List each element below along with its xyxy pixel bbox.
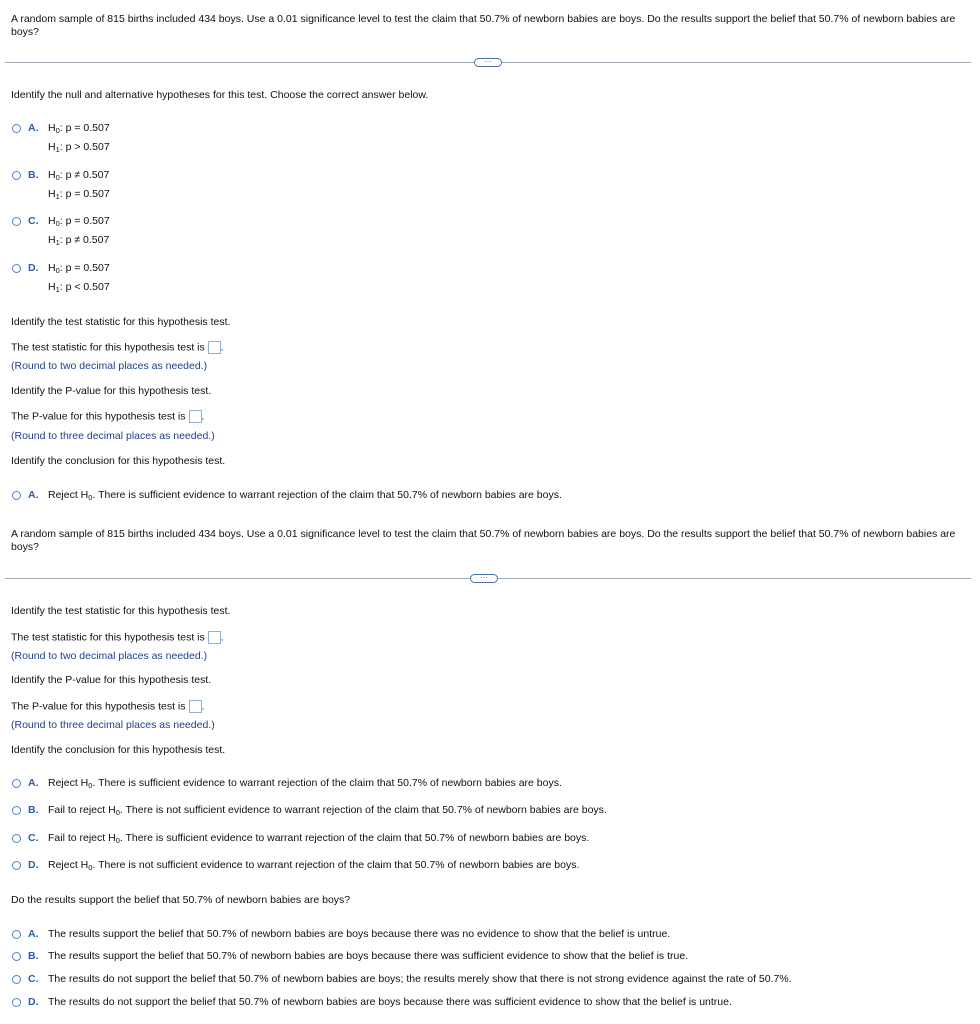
option-letter: B.	[28, 950, 39, 962]
support-prompt: Do the results support the belief that 50.7% of newborn babies are boys?	[11, 894, 351, 906]
null-hypothesis: $H_0$: p = 0.507	[48, 122, 110, 135]
option-text: Fail to reject $H_0$. There is not sufficient evidence to warrant rejection of the claim that 50.7% of newborn babies are boys.	[48, 804, 607, 817]
p-value-prompt: Identify the P-value for this hypothesis test.	[11, 674, 212, 686]
test-statistic-prompt: Identify the test statistic for this hypothesis test.	[11, 316, 231, 328]
p-value-line: The P-value for this hypothesis test is .	[11, 700, 205, 713]
alt-hypothesis: $H_1$: p < 0.507	[48, 281, 110, 294]
radio-button[interactable]	[12, 264, 21, 273]
radio-button[interactable]	[12, 861, 21, 870]
null-hypothesis: $H_0$: p = 0.507	[48, 215, 110, 228]
test-statistic-answer-box[interactable]	[208, 341, 221, 354]
test-statistic-answer-box[interactable]	[208, 631, 221, 644]
expand-more-button[interactable]: ⋯	[470, 574, 498, 583]
p-value-line: The P-value for this hypothesis test is .	[11, 410, 205, 423]
radio-button[interactable]	[12, 834, 21, 843]
radio-button[interactable]	[12, 217, 21, 226]
conclusion-prompt: Identify the conclusion for this hypothesis test.	[11, 455, 226, 467]
radio-button[interactable]	[12, 930, 21, 939]
radio-button[interactable]	[12, 806, 21, 815]
conclusion-prompt: Identify the conclusion for this hypothesis test.	[11, 744, 226, 756]
option-letter: D.	[28, 996, 39, 1008]
test-statistic-line: The test statistic for this hypothesis test is .	[11, 341, 224, 354]
radio-button[interactable]	[12, 952, 21, 961]
option-text: The results do not support the belief that 50.7% of newborn babies are boys because there was sufficient evidence to show that the belief is untrue.	[48, 996, 732, 1008]
option-letter: A.	[28, 777, 39, 789]
option-letter: A.	[28, 489, 39, 501]
option-letter: C.	[28, 832, 39, 844]
alt-hypothesis: $H_1$: p = 0.507	[48, 188, 110, 201]
radio-button[interactable]	[12, 124, 21, 133]
question-text: A random sample of 815 births included 434 boys. Use a 0.01 significance level to test the claim that 50.7% of newborn babies are boys. Do the results support the belief that 50.7% of newborn babies are boys?	[11, 13, 956, 38]
radio-button[interactable]	[12, 998, 21, 1007]
option-letter: C.	[28, 973, 39, 985]
option-letter: A.	[28, 928, 39, 940]
option-text: The results do not support the belief that 50.7% of newborn babies are boys; the results merely show that there is not strong evidence against the rate of 50.7%.	[48, 973, 792, 985]
option-text: Fail to reject $H_0$. There is sufficient evidence to warrant rejection of the claim that 50.7% of newborn babies are boys.	[48, 832, 590, 845]
test-statistic-hint: (Round to two decimal places as needed.)	[11, 650, 208, 662]
option-letter: B.	[28, 169, 39, 181]
radio-button[interactable]	[12, 491, 21, 500]
radio-button[interactable]	[12, 975, 21, 984]
option-text: Reject $H_0$. There is sufficient evidence to warrant rejection of the claim that 50.7% of newborn babies are boys.	[48, 777, 562, 790]
test-statistic-hint: (Round to two decimal places as needed.)	[11, 360, 208, 372]
option-letter: D.	[28, 859, 39, 871]
question-text: A random sample of 815 births included 434 boys. Use a 0.01 significance level to test the claim that 50.7% of newborn babies are boys. Do the results support the belief that 50.7% of newborn babies are boys?	[11, 528, 956, 553]
option-text: Reject $H_0$. There is not sufficient evidence to warrant rejection of the claim that 50.7% of newborn babies are boys.	[48, 859, 580, 872]
option-letter: B.	[28, 804, 39, 816]
p-value-answer-box[interactable]	[189, 700, 202, 713]
null-hypothesis: $H_0$: p ≠ 0.507	[48, 169, 110, 182]
expand-more-button[interactable]: ⋯	[474, 58, 502, 67]
option-text: The results support the belief that 50.7% of newborn babies are boys because there was sufficient evidence to show that the belief is true.	[48, 950, 689, 962]
alt-hypothesis: $H_1$: p ≠ 0.507	[48, 234, 110, 247]
option-text: The results support the belief that 50.7% of newborn babies are boys because there was no evidence to show that the belief is untrue.	[48, 928, 671, 940]
radio-button[interactable]	[12, 171, 21, 180]
test-statistic-prompt: Identify the test statistic for this hypothesis test.	[11, 605, 231, 617]
radio-button[interactable]	[12, 779, 21, 788]
test-statistic-line: The test statistic for this hypothesis test is .	[11, 631, 224, 644]
option-text: Reject $H_0$. There is sufficient evidence to warrant rejection of the claim that 50.7% of newborn babies are boys.	[48, 489, 562, 502]
alt-hypothesis: $H_1$: p > 0.507	[48, 141, 110, 154]
hypotheses-prompt: Identify the null and alternative hypotheses for this test. Choose the correct answer below.	[11, 89, 429, 101]
p-value-answer-box[interactable]	[189, 410, 202, 423]
option-letter: C.	[28, 215, 39, 227]
null-hypothesis: $H_0$: p = 0.507	[48, 262, 110, 275]
option-letter: A.	[28, 122, 39, 134]
p-value-hint: (Round to three decimal places as needed.)	[11, 719, 215, 731]
p-value-hint: (Round to three decimal places as needed.)	[11, 430, 215, 442]
p-value-prompt: Identify the P-value for this hypothesis test.	[11, 385, 212, 397]
option-letter: D.	[28, 262, 39, 274]
